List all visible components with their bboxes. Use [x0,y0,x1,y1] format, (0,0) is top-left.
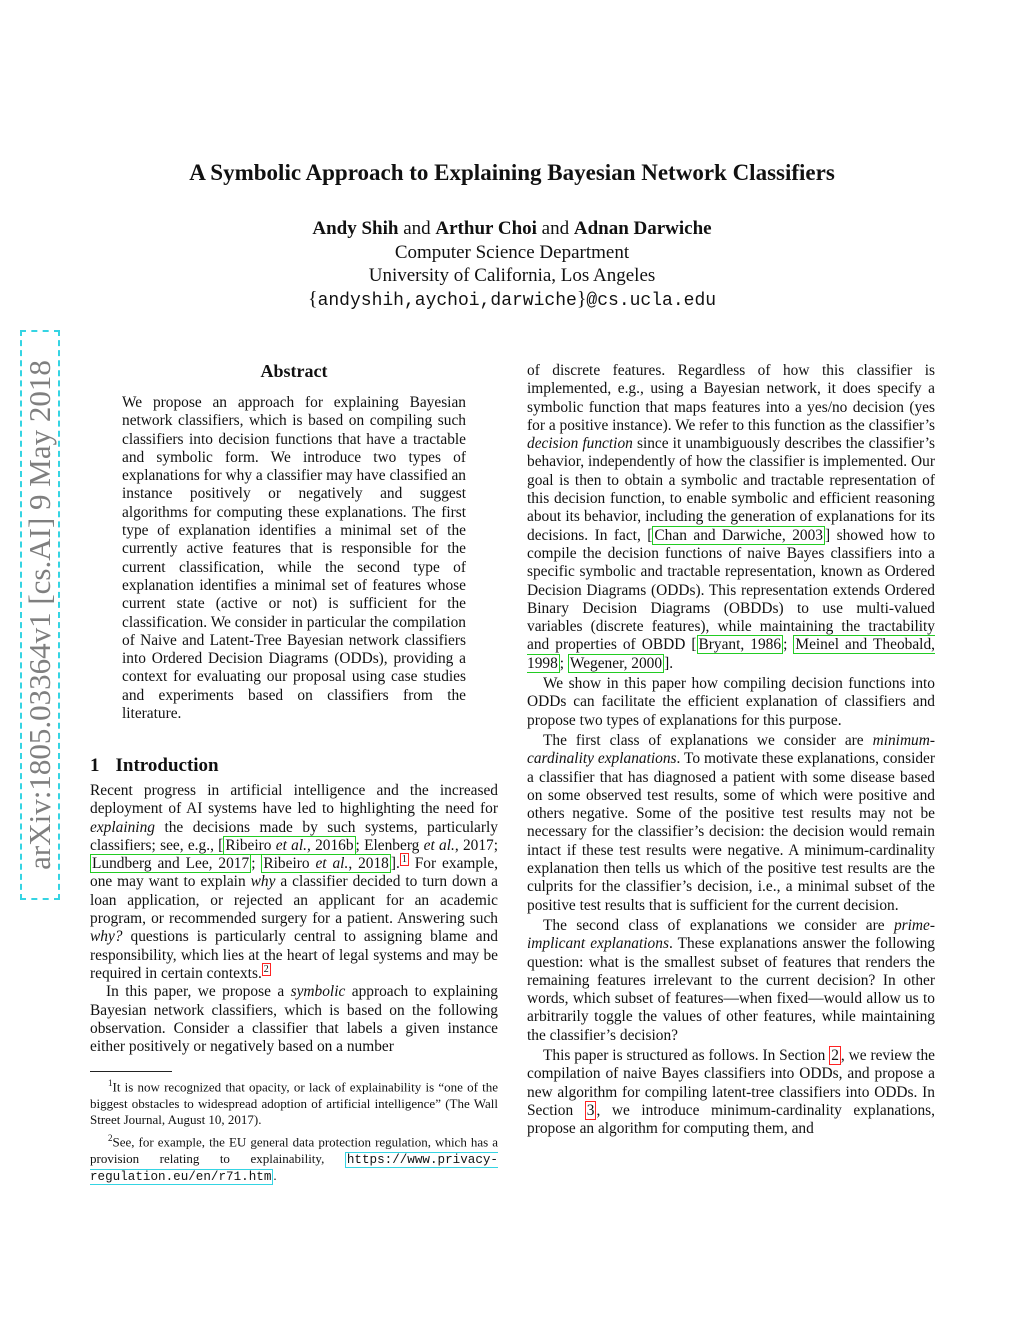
url-link[interactable]: https://www.privacy-regulation.eu/en/r71.htm [90,1152,498,1185]
citation-link[interactable]: Wegener, 2000 [569,654,663,672]
citation-link[interactable]: Ribeiro et al., 2018 [263,855,389,873]
author-name: Adnan Darwiche [573,218,712,239]
citation-link[interactable]: Lundberg and Lee, 2017 [92,855,250,873]
paper-title: A Symbolic Approach to Explaining Bayesian Network Classifiers [189,160,835,185]
email-domain: @cs.ucla.edu [586,291,717,311]
author-separator: and [403,218,431,239]
section-title: Introduction [115,755,219,776]
author-name: Andy Shih [312,218,399,239]
intro-paragraph: Recent progress in artificial intelligence and the increased deployment of AI systems have led to highlighting the need for explaining the decisions made by such systems, particularly classifiers; see, e.g., [ Ribeiro et al., 2016b ; Elenberg et al., 2017; Lundberg and Lee, 2017 ; Ribeiro et al., 2018 ]. $^1$ For example, one may want to explain why a classifier decided to turn down a loan application, or rejected an applicant for an academic program, or recommended surgery for a patient. Answering such why? questions is particularly central to assigning blame and responsibility, which lies at the heart of legal systems and may be required in certain contexts. $^2$ [90,782,499,982]
abstract-body: We propose an approach for explaining Bayesian network classifiers, which is based on compiling such classifiers into decision functions that have a tractable and symbolic form. We introduce two types of explanations for why a classifier may have classified an instance positively or negatively and suggest algorithms for computing these explanations. The first type of explanation identifies a minimal set of the currently active features that is responsible for the current classification, while the second type of explanation identifies a minimal set of features whose current state (active or not) is sufficient for the classification. We consider in particular the compilation of Naive and Latent-Tree Bayesian network classifiers into Ordered Decision Diagrams (ODDs), providing a context for evaluating our proposal using case studies and experiments based on classifiers from the literature. [122,394,466,723]
citation-link[interactable]: Meinel and Theobald, 1998 [527,636,935,672]
affiliation-university: University of California, Los Angeles [368,265,656,286]
author-name: Arthur Choi [435,218,537,239]
author-emails [0,288,1024,311]
footnote-divider [90,1071,172,1072]
left-column-body [90,782,498,1056]
section-heading [90,755,219,777]
abstract-heading: Abstract [260,361,328,381]
citation-link[interactable]: Ribeiro et al., 2016b [225,836,354,854]
author-separator: and [541,218,570,239]
footnote-link[interactable]: 2 [263,963,269,975]
footnote: $^2$See, for example, the EU general data protection regulation, which has a provision relating to explainability, https://www.privacy-regulation.eu/en/r71.htm . [90,1132,498,1185]
footnotes [90,1075,498,1187]
body-paragraph: of discrete features. Regardless of how this classifier is implemented, e.g., using a Bayesian network, it does specify a symbolic function that maps features into a yes/no decision (yes for a positive instance). We refer to this function as the classifier’s decision function since it unambiguously describes the classifier’s behavior, independently of how the classifier is implemented. Our goal is then to obtain a symbolic and tractable representation of this decision function, to enable symbolic and efficient reasoning about its behavior, including the generation of explanations for its decisions. In fact, [ Chan and Darwiche, 2003 ] showed how to compile the decision functions of naive Bayes classifiers into a specific symbolic and tractable representation, known as Ordered Decision Diagrams (ODDs). This representation extends Ordered Binary Decision Diagrams (OBDDs) to use multi-valued variables (discrete features), while maintaining the tractability and properties of OBDD [ Bryant, 1986 ; Meinel and Theobald, 1998 ; Wegener, 2000 ]. [527,362,936,672]
body-paragraph: The first class of explanations we consider are minimum-cardinality explanations. To motivate these explanations, consider a classifier that has diagnosed a patient with some disease based on some observed test results, some of which were positive and others negative. Some of the positive test results may not be necessary for the classifier’s decision: the decision would remain intact if these test results were negative. A minimum-cardinality explanation then tells us which of the positive test results are the culprits for the classifier’s decision, i.e., a minimal subset of the positive test results that is sufficient for the current decision. [527,731,936,914]
right-column-body [527,362,935,1138]
section-link[interactable]: 2 [831,1046,839,1064]
footnote-link[interactable]: 1 [401,854,407,866]
arxiv-stamp[interactable] [20,330,60,900]
email-brace-open: { [307,288,318,310]
arxiv-stamp-text: arXiv:1805.03364v1 [cs.AI] 9 May 2018 [22,360,57,870]
email-names: andyshih,aychoi,darwiche [317,291,577,311]
section-number: 1 [90,755,100,776]
author-line [0,218,1024,240]
footnote: $^1$It is now recognized that opacity, or lack of explainability is “one of the biggest obstacles to widespread adoption of artificial intelligence” (The Wall Street Journal, August 10, 2017). [90,1078,498,1128]
affiliation-department: Computer Science Department [394,242,630,263]
email-brace-close: } [576,288,587,310]
body-paragraph: This paper is structured as follows. In Section 2 , we review the compilation of naive Bayes classifiers into ODDs, and propose a new algorithm for compiling latent-tree classifiers into ODDs. In Section 3 , we introduce minimum-cardinality explanations, propose an algorithm for computing them, and [527,1046,936,1138]
intro-paragraph: In this paper, we propose a symbolic approach to explaining Bayesian network classifiers, which is based on the following observation. Consider a classifier that labels a given instance either positively or negatively based on a number [90,983,498,1056]
body-paragraph: We show in this paper how compiling decision functions into ODDs can facilitate the efficient explanation of classifiers and propose two types of explanations for this purpose. [527,675,935,729]
citation-link[interactable]: Chan and Darwiche, 2003 [654,526,823,544]
body-paragraph: The second class of explanations we consider are prime-implicant explanations. These explanations answer the following question: what is the smallest subset of features that renders the remaining features irrelevant to the current decision? In other words, which subset of features—when fixed—would allow us to arbitrarily toggle the values of other features, while maintaining the classifier’s decision? [527,916,935,1044]
citation-link[interactable]: Bryant, 1986 [698,636,782,654]
section-link[interactable]: 3 [586,1101,595,1119]
